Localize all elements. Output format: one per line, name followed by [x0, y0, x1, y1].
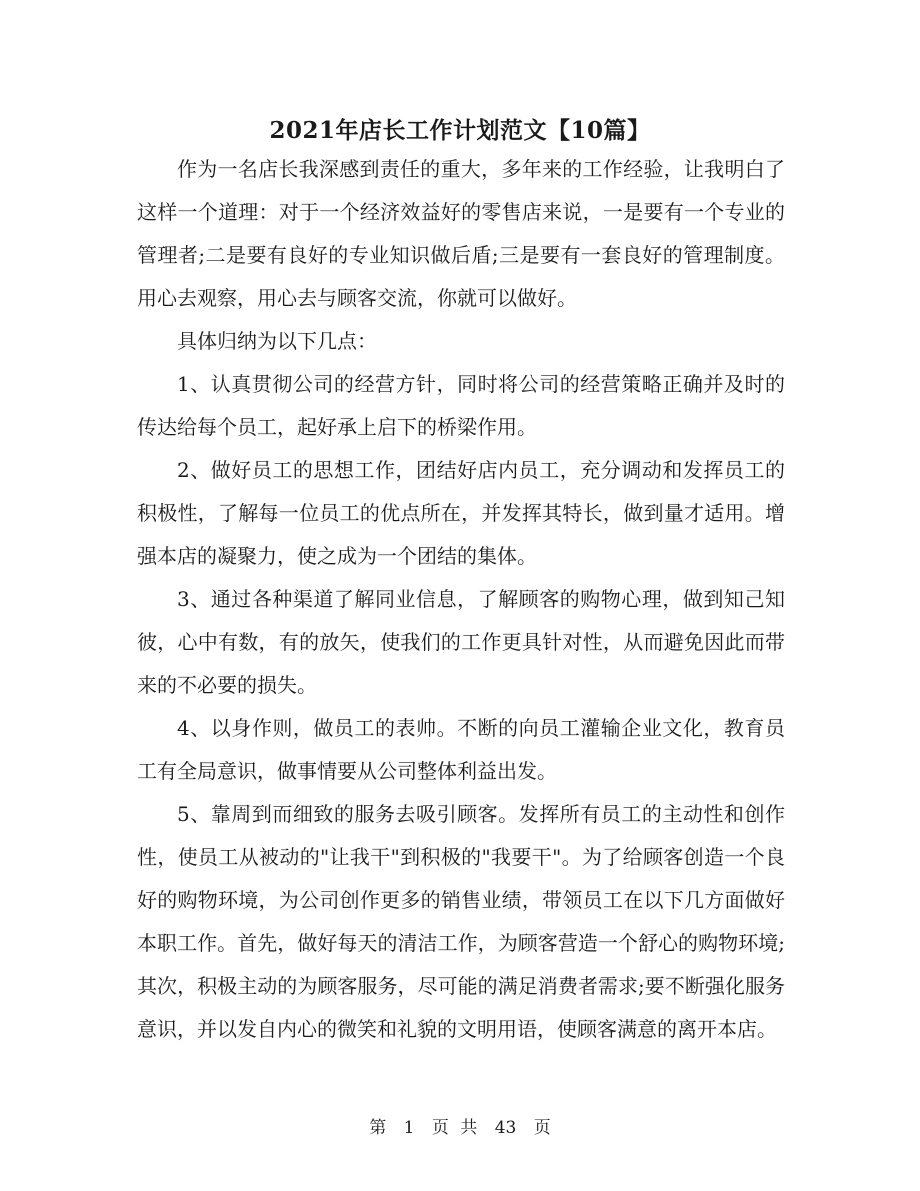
- paragraph-intro: 作为一名店长我深感到责任的重大，多年来的工作经验，让我明白了这样一个道理：对于一个经济效益好的零售店来说，一是要有一个专业的管理者;二是要有良好的专业知识做后盾;三是要有一套良好的管理制度。用心去观察，用心去与顾客交流，你就可以做好。: [137, 157, 785, 310]
- document-title: 2021年店长工作计划范文【10篇】: [269, 117, 651, 144]
- page-label-mid: 页 共: [431, 1118, 478, 1138]
- paragraph-point-5: 5、靠周到而细致的服务去吸引顾客。发挥所有员工的主动性和创作性，使员工从被动的"让我干"到积极的"我要干"。为了给顾客创造一个良好的购物环境，为公司创作更多的销售业绩，带领员工在以下几方面做好本职工作。首先，做好每天的清洁工作，为顾客营造一个舒心的购物环境;其次，积极主动的为顾客服务，尽可能的满足消费者需求;要不断强化服务意识，并以发自内心的微笑和礼貌的文明用语，使顾客满意的离开本店。: [137, 802, 785, 1041]
- paragraph-point-4: 4、以身作则，做员工的表帅。不断的向员工灌输企业文化，教育员工有全局意识，做事情要从公司整体利益出发。: [137, 716, 785, 783]
- page-label-suffix: 页: [533, 1118, 551, 1138]
- total-pages: 43: [494, 1118, 517, 1138]
- document-body: [137, 148, 785, 1051]
- page-label-prefix: 第: [369, 1118, 387, 1138]
- paragraph-point-2: 2、做好员工的思想工作，团结好店内员工，充分调动和发挥员工的积极性，了解每一位员工的优点所在，并发挥其特长，做到量才适用。增强本店的凝聚力，使之成为一个团结的集体。: [137, 458, 785, 568]
- paragraph-point-1: 1、认真贯彻公司的经营方针，同时将公司的经营策略正确并及时的传达给每个员工，起好承上启下的桥梁作用。: [137, 372, 785, 439]
- page-footer: [0, 1113, 920, 1138]
- current-page-number: 1: [403, 1118, 415, 1138]
- paragraph-summary-heading: 具体归纳为以下几点：: [177, 329, 377, 353]
- paragraph-point-3: 3、通过各种渠道了解同业信息，了解顾客的购物心理，做到知己知彼，心中有数，有的放矢，使我们的工作更具针对性，从而避免因此而带来的不必要的损失。: [137, 587, 785, 697]
